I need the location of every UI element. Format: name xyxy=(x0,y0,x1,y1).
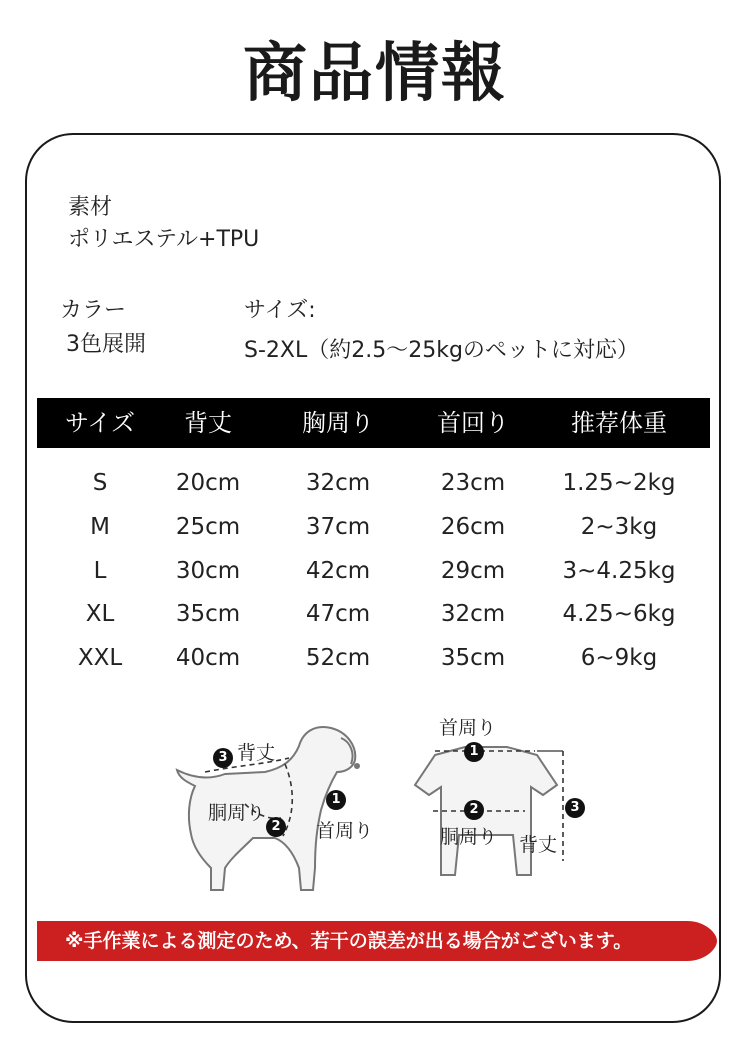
cell-back: 35cm xyxy=(175,601,241,627)
dog-chest-label: 胴周り xyxy=(208,802,266,824)
dog-neck-label: 首周り xyxy=(316,820,374,842)
badge-2: 2 xyxy=(266,817,286,837)
color-value: 3色展開 xyxy=(66,332,146,357)
cell-size: XL xyxy=(85,601,115,627)
badge-1: 1 xyxy=(464,742,484,762)
cell-size: XXL xyxy=(77,645,123,671)
color-label: カラー xyxy=(60,298,127,323)
cell-chest: 32cm xyxy=(305,470,371,496)
cell-size: M xyxy=(90,514,110,540)
cell-neck: 32cm xyxy=(440,601,506,627)
garment-back-label: 背丈 xyxy=(519,834,558,856)
notice-banner xyxy=(37,921,717,961)
garment-chest-label: 胴周り xyxy=(440,826,498,848)
cell-back: 30cm xyxy=(175,558,241,584)
size-table-header xyxy=(37,398,710,448)
cell-chest: 52cm xyxy=(305,645,371,671)
header-size: サイズ xyxy=(64,409,136,437)
header-back: 背丈 xyxy=(184,409,232,437)
badge-3: 3 xyxy=(565,798,585,818)
size-label: サイズ: xyxy=(244,298,316,323)
notice-text: ※手作業による測定のため、若干の誤差が出る場合がございます。 xyxy=(65,930,633,952)
dog-back-label: 背丈 xyxy=(237,742,276,764)
cell-neck: 23cm xyxy=(440,470,506,496)
cell-back: 25cm xyxy=(175,514,241,540)
cell-weight: 4.25~6kg xyxy=(562,601,676,627)
material-label: 素材 xyxy=(68,195,113,220)
material-value: ポリエステル+TPU xyxy=(68,227,260,252)
cell-neck: 35cm xyxy=(440,645,506,671)
cell-neck: 26cm xyxy=(440,514,506,540)
badge-2: 2 xyxy=(464,800,484,820)
cell-chest: 47cm xyxy=(305,601,371,627)
page-title: 商品情報 xyxy=(243,37,507,111)
cell-weight: 6~9kg xyxy=(580,645,658,671)
garment-neck-label: 首周り xyxy=(439,717,497,739)
badge-1: 1 xyxy=(326,790,346,810)
header-chest: 胸周り xyxy=(302,409,374,437)
size-value: S-2XL（約2.5～25kgのペットに対応） xyxy=(244,338,639,363)
cell-weight: 3~4.25kg xyxy=(562,558,676,584)
cell-back: 20cm xyxy=(175,470,241,496)
header-weight: 推荐体重 xyxy=(571,409,667,437)
header-neck: 首回り xyxy=(437,409,509,437)
cell-neck: 29cm xyxy=(440,558,506,584)
cell-weight: 1.25~2kg xyxy=(562,470,676,496)
cell-back: 40cm xyxy=(175,645,241,671)
cell-chest: 42cm xyxy=(305,558,371,584)
cell-size: S xyxy=(92,470,108,496)
cell-chest: 37cm xyxy=(305,514,371,540)
cell-weight: 2~3kg xyxy=(580,514,658,540)
cell-size: L xyxy=(93,558,107,584)
badge-3: 3 xyxy=(213,748,233,768)
